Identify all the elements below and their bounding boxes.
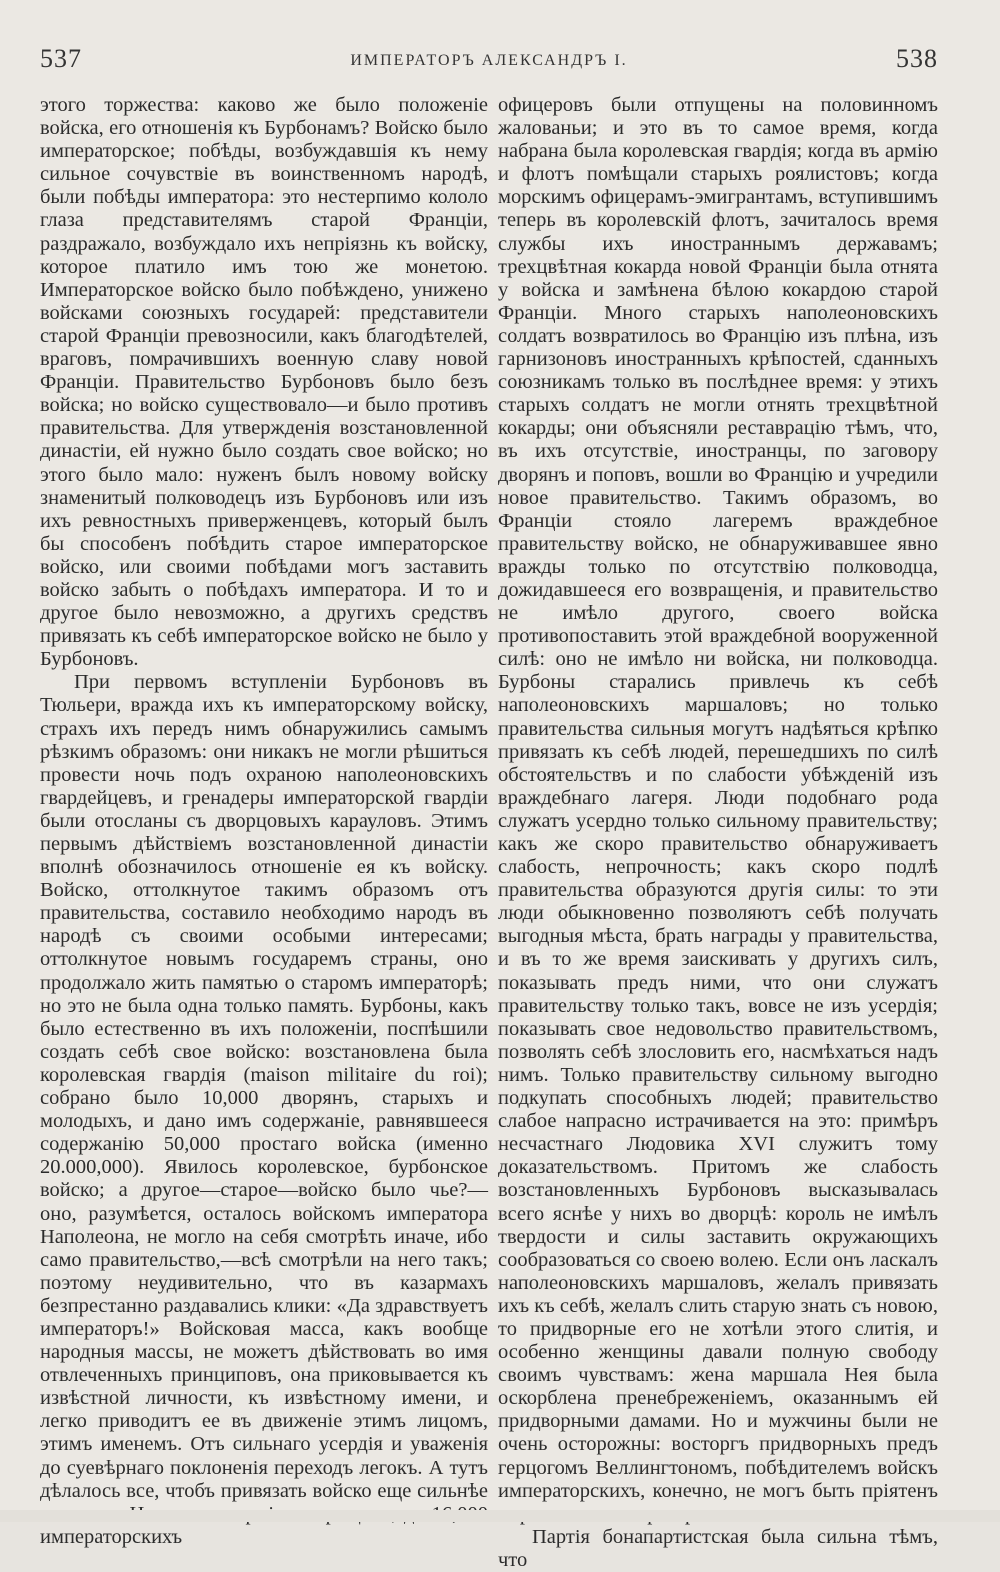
left-paragraph-1: этого торжества: каково же было положенiе войска, его отношенiя къ Бурбонамъ? Войско было императорское; побѣды, возбуждавшiя къ нему сильное сочувствiе въ воинственномъ народѣ, были побѣды императора: это нестерпимо кололо глаза представителямъ старой Францiи, раздражало, возбуждало ихъ непрiязнь къ войску, которое платило имъ тою же монетою. Императорское войско было побѣждено, унижено войсками союзныхъ государей: представители старой Францiи превозносили, какъ благодѣтелей, враговъ, помрачившихъ военную славу новой Францiи. Правительство Бурбоновъ было безъ войска; но войско существовало—и было противъ правительства. Для утвержденiя возстановленной династiи, ей нужно было создать свое войско; но этого было мало: нуженъ былъ новому войску знаменитый полководецъ изъ Бурбоновъ или изъ ихъ ревностныхъ приверженцевъ, который былъ бы способенъ побѣдить старое императорское войско, или своими побѣдами могъ заставить войско забыть о побѣдахъ императора. И то и другое было невозможно, а другихъ средствъ привязать къ себѣ императорское войско не было у Бурбоновъ.: [40, 94, 488, 671]
page-number-left: 537: [40, 44, 82, 73]
text-columns: [40, 94, 938, 1571]
page-number-right: 538: [896, 44, 938, 73]
right-paragraph-1: офицеровъ были отпущены на половинномъ жалованьи; и это въ то самое время, когда набрана была королевская гвардiя; когда въ армiю и флотъ помѣщали старыхъ роялистовъ; когда морскимъ офицерамъ-эмигрантамъ, вступившимъ теперь въ королевскiй флотъ, зачиталось время службы ихъ иностраннымъ державамъ; трехцвѣтная кокарда новой Францiи была отнята у войска и замѣнена бѣлою кокардою старой Францiи. Много старыхъ наполеоновскихъ солдатъ возвратилось во Францiю изъ плѣна, изъ гарнизоновъ иностранныхъ крѣпостей, сданныхъ союзникамъ только въ послѣднее время: у этихъ старыхъ солдатъ не могли отнять трехцвѣтной кокарды; они объясняли реставрацiю тѣмъ, что, въ ихъ отсутствiе, иностранцы, по заговору дворянъ и поповъ, вошли во Францiю и учредили новое правительство. Такимъ образомъ, во Францiи стояло лагеремъ враждебное правительству войско, не обнаруживавшее явно вражды только по отсутствiю полководца, дожидавшееся его возвращенiя, и правительство не имѣло другого, своего войска противопоставить этой враждебной вооруженной силѣ: оно не имѣло ни войска, ни полководца. Бурбоны старались привлечь къ себѣ наполеоновскихъ маршаловъ; но только правительства сильныя могутъ надѣяться крѣпко привязать къ себѣ людей, перешедшихъ по силѣ обстоятельствъ и по слабости убѣжденiй изъ враждебнаго лагеря. Люди подобнаго рода служатъ усердно только сильному правительству; какъ же скоро правительство обнаруживаетъ слабость, непрочность; какъ скоро подлѣ правительства образуются другiя силы: то эти люди обыкновенно позволяютъ себѣ получать выгодныя мѣста, брать награды у правительства, и въ то же время заискивать у другихъ силъ, показывать предъ ними, что они служатъ правительству только такъ, вовсе не изъ усердiя; показывать свое недовольство правительствомъ, позволять себѣ злословить его, насмѣхаться надъ нимъ. Только правительству сильному выгодно подкупать способныхъ людей; правительство слабое напрасно истрачивается на это: примѣръ несчастнаго Людовика XVI служитъ тому доказательствомъ. Притомъ же слабость возстановленныхъ Бурбоновъ высказывалась всего яснѣе у нихъ во дворцѣ: король не имѣлъ твердости и силы заставить окружающихъ сообразоваться со своею волею. Если онъ ласкалъ наполеоновскихъ маршаловъ, желалъ привязать ихъ къ себѣ, желалъ слить старую знать съ новою, то придворные его не хотѣли этого слитiя, и особенно женщины давали полную свободу своимъ чувствамъ: жена маршала Нея была оскорблена пренебреженiемъ, оказаннымъ ей придворными дамами. Но и мужчины были не очень осторожны: восторгъ придворныхъ предъ герцогомъ Веллингтономъ, побѣдителемъ войскъ императорскихъ, конечно, не могъ быть прiятенъ: [498, 94, 938, 1502]
right-column: [498, 94, 938, 1571]
left-column: [40, 94, 488, 1548]
right-paragraph-2: Партiя бонапартистская была сильна тѣмъ, что: [498, 1525, 938, 1571]
page-header: [40, 44, 938, 80]
running-title: ИМПЕРАТОРЪ АЛЕКСАНДРЪ I.: [350, 52, 628, 69]
left-paragraph-2: При первомъ вступленiи Бурбоновъ въ Тюльери, вражда ихъ къ императорскому войску, страхъ ихъ передъ нимъ обнаружились самымъ рѣзкимъ образомъ: они никакъ не могли рѣшиться провести ночь подъ охраною наполеоновскихъ гвардейцевъ, и гренадеры императорской гвардiи были отосланы съ дворцовыхъ карауловъ. Этимъ первымъ дѣйствiемъ возстановленной династiи вполнѣ обозначилось отношенiе ея къ войску. Войско, оттолкнутое такимъ образомъ отъ правительства, составило необходимо народъ въ народѣ съ своими особыми интересами; оттолкнутое новымъ государемъ страны, оно продолжало жить памятью о старомъ императорѣ; но это не была одна только память. Бурбоны, какъ было естественно въ ихъ положенiи, поспѣшили создать себѣ свое войско: возстановлена была королевская гвардiя (maison militaire du roi); собрано было 10,000 дворянъ, старыхъ и молодыхъ, и дано имъ содержанiе, равнявшееся содержанiю 50,000 простаго войска (именно 20.000,000). Явилось королевское, бурбонское войско; а другое—старое—войско было чье?—оно, разумѣется, осталось войскомъ императора Наполеона, не могло на себя смотрѣть иначе, ибо само правительство,—всѣ смотрѣли на него такъ; поэтому неудивительно, что въ казармахъ безпрестанно раздавались клики: «Да здравствуетъ императоръ!» Войсковая масса, какъ вообще народныя массы, не можетъ дѣйствовать во имя отвлеченныхъ принциповъ, она приковывается къ извѣстной личности, къ извѣстному имени, и легко приводитъ ее въ движенiе этимъ лицомъ, этимъ именемъ. Отъ сильнаго усердiя и уваженiя до суевѣрнаго поклоненiя переходъ легокъ. А тутъ дѣлалось все, чтобъ привязать войско еще сильнѣе императорскихъ: [40, 671, 488, 1548]
page-bottom-edge: [0, 1510, 1000, 1522]
